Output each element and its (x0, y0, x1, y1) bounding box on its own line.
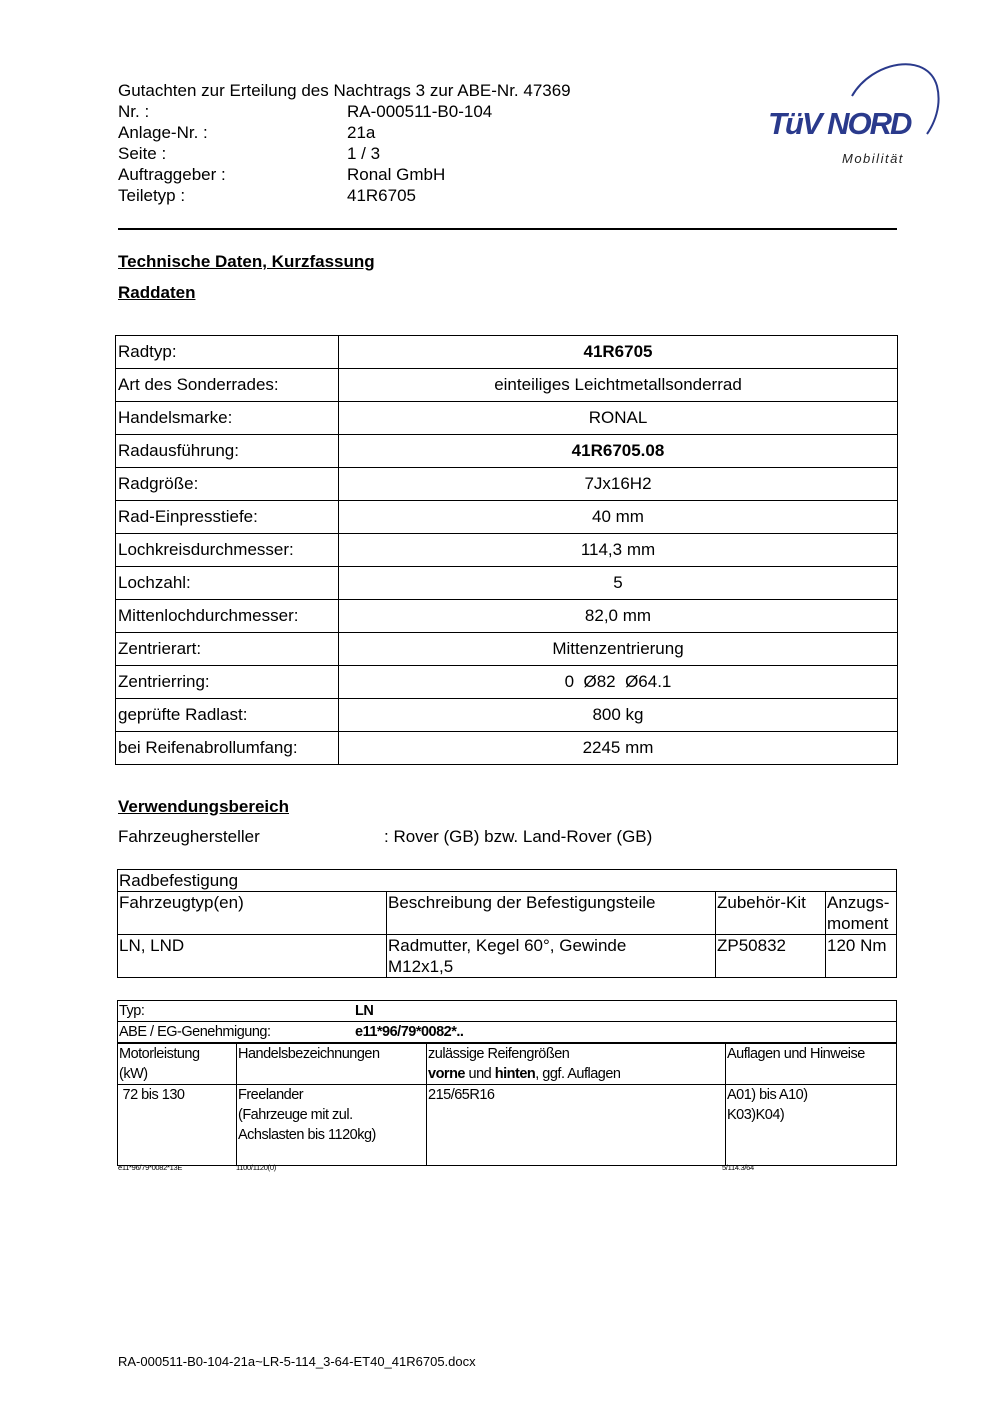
row-value: 41R6705 (339, 336, 898, 369)
raddaten-table (115, 335, 898, 765)
row-label: bei Reifenabrollumfang: (116, 732, 339, 765)
row-value: 800 kg (339, 699, 898, 732)
section-title: Technische Daten, Kurzfassung (118, 252, 375, 271)
table-row (116, 501, 898, 534)
row-label: Radausführung: (116, 435, 339, 468)
row-label: Rad-Einpresstiefe: (116, 501, 339, 534)
cell-beschreibung (387, 935, 716, 978)
header-fahrzeugtyp: Fahrzeugtyp(en) (118, 892, 387, 935)
cell-handelsbezeichnung (237, 1085, 427, 1166)
hersteller-label: Fahrzeughersteller (118, 827, 260, 846)
row-label: Zentrierring: (116, 666, 339, 699)
header-value: RA-000511-B0-104 (347, 102, 493, 121)
row-label: Handelsmarke: (116, 402, 339, 435)
header-label: Teiletyp : (118, 186, 186, 205)
row-label: geprüfte Radlast: (116, 699, 339, 732)
row-value: Mittenzentrierung (339, 633, 898, 666)
table-row (116, 336, 898, 369)
row-label: Zentrierart: (116, 633, 339, 666)
header-value: 1 / 3 (347, 144, 381, 163)
table-row (116, 402, 898, 435)
cell-auflagen (726, 1085, 897, 1166)
header-auflagen: Auflagen und Hinweise (726, 1043, 897, 1085)
row-value: einteiliges Leichtmetallsonderrad (339, 369, 898, 402)
row-value: 5 (339, 567, 898, 600)
cell-motorleistung: 72 bis 130 (118, 1085, 237, 1166)
row-value: 7Jx16H2 (339, 468, 898, 501)
table-row (118, 1022, 897, 1044)
tuev-nord-logo (762, 56, 942, 176)
abe-value: e11*96/79*0082*.. (355, 1024, 464, 1040)
row-value: 40 mm (339, 501, 898, 534)
table-row (118, 1085, 897, 1166)
header-row-seite (118, 143, 571, 164)
raddaten-title: Raddaten (118, 283, 196, 302)
fahrzeughersteller-row (118, 827, 652, 847)
header-row-auftraggeber (118, 164, 571, 185)
header-reifengroessen (427, 1043, 726, 1085)
row-label: Lochkreisdurchmesser: (116, 534, 339, 567)
header-label: Anlage-Nr. : (118, 123, 208, 142)
table-row (116, 732, 898, 765)
header-label: Seite : (118, 144, 167, 163)
cell-anzugsmoment: 120 Nm (826, 935, 897, 978)
logo-subtitle: Mobilität (842, 151, 904, 166)
header-label: Auftraggeber : (118, 165, 226, 184)
header-text: hinten (494, 1066, 536, 1082)
header-value: 21a (347, 123, 376, 142)
footnote-approval: e11*96/79*0082*13E (118, 1163, 183, 1172)
header-beschreibung: Beschreibung der Befestigungsteile (387, 892, 716, 935)
header-text: , ggf. Auflagen (535, 1066, 621, 1082)
header-label: Nr. : (118, 102, 150, 121)
abe-label: ABE / EG-Genehmigung: (119, 1024, 271, 1040)
row-label: Radtyp: (116, 336, 339, 369)
table-row (118, 870, 897, 892)
logo-wordmark: TüV NORD (768, 106, 911, 141)
header-motorleistung (118, 1043, 237, 1085)
typ-table (117, 1000, 897, 1166)
table-row (118, 935, 897, 978)
befestigung-table (117, 869, 897, 978)
table-row (116, 567, 898, 600)
anzugs-label: Anzugs- (827, 893, 890, 912)
cell-text: (Fahrzeuge mit zul. (238, 1107, 353, 1123)
table-row (116, 369, 898, 402)
header-anzugsmoment (826, 892, 897, 935)
row-value: 114,3 mm (339, 534, 898, 567)
row-value: 0 Ø82 Ø64.1 (339, 666, 898, 699)
abe-row (118, 1022, 897, 1044)
typ-row (118, 1001, 897, 1022)
cell-fahrzeugtyp: LN, LND (118, 935, 387, 978)
header-text: und (465, 1066, 495, 1082)
row-value: RONAL (339, 402, 898, 435)
row-label: Radgröße: (116, 468, 339, 501)
table-row (116, 600, 898, 633)
typ-label: Typ: (119, 1003, 145, 1019)
header-text: zulässige Reifengrößen (428, 1046, 570, 1062)
header-zubehoer-kit: Zubehör-Kit (716, 892, 826, 935)
document-footer: RA-000511-B0-104-21a~LR-5-114_3-64-ET40_41R6705.docx (118, 1354, 476, 1369)
row-value: 82,0 mm (339, 600, 898, 633)
beschreibung-line: M12x1,5 (388, 957, 454, 976)
cell-text: Freelander (238, 1087, 304, 1103)
document-title: Gutachten zur Erteilung des Nachtrags 3 zur ABE-Nr. 47369 (118, 81, 571, 100)
typ-value: LN (355, 1003, 374, 1019)
moment-label: moment (827, 914, 889, 933)
header-row-teiletyp (118, 185, 571, 206)
table-row (116, 534, 898, 567)
header-text: (kW) (119, 1066, 148, 1082)
cell-text: Achslasten bis 1120kg) (238, 1127, 376, 1143)
cell-text: A01) bis A10) (727, 1087, 808, 1103)
header-value: 41R6705 (347, 186, 417, 205)
verwendung-title: Verwendungsbereich (118, 797, 289, 816)
row-label: Lochzahl: (116, 567, 339, 600)
document-header (118, 80, 571, 206)
table-row (116, 468, 898, 501)
header-text: Motorleistung (119, 1046, 200, 1062)
row-value: 41R6705.08 (339, 435, 898, 468)
table-row (116, 633, 898, 666)
header-divider (118, 228, 897, 230)
row-label: Art des Sonderrades: (116, 369, 339, 402)
table-header-row (118, 892, 897, 935)
footnote-bolt-pattern: 5/114.3/64 (722, 1163, 754, 1172)
cell-text: K03)K04) (727, 1107, 785, 1123)
table-row (116, 435, 898, 468)
header-handelsbezeichnungen: Handelsbezeichnungen (237, 1043, 427, 1085)
header-row-nr (118, 101, 571, 122)
footnote-axle-loads: 1100/1120(0) (236, 1163, 276, 1172)
row-value: 2245 mm (339, 732, 898, 765)
hersteller-value: : Rover (GB) bzw. Land-Rover (GB) (384, 827, 653, 846)
row-label: Mittenlochdurchmesser: (116, 600, 339, 633)
befestigung-title: Radbefestigung (118, 870, 897, 892)
table-row (118, 1001, 897, 1022)
table-header-row (118, 1043, 897, 1085)
cell-reifengroesse: 215/65R16 (427, 1085, 726, 1166)
table-row (116, 666, 898, 699)
cell-zubehoer-kit: ZP50832 (716, 935, 826, 978)
header-value: Ronal GmbH (347, 165, 446, 184)
table-row (116, 699, 898, 732)
header-text: vorne (428, 1066, 465, 1082)
beschreibung-line: Radmutter, Kegel 60°, Gewinde (388, 936, 627, 955)
header-row-anlage (118, 122, 571, 143)
